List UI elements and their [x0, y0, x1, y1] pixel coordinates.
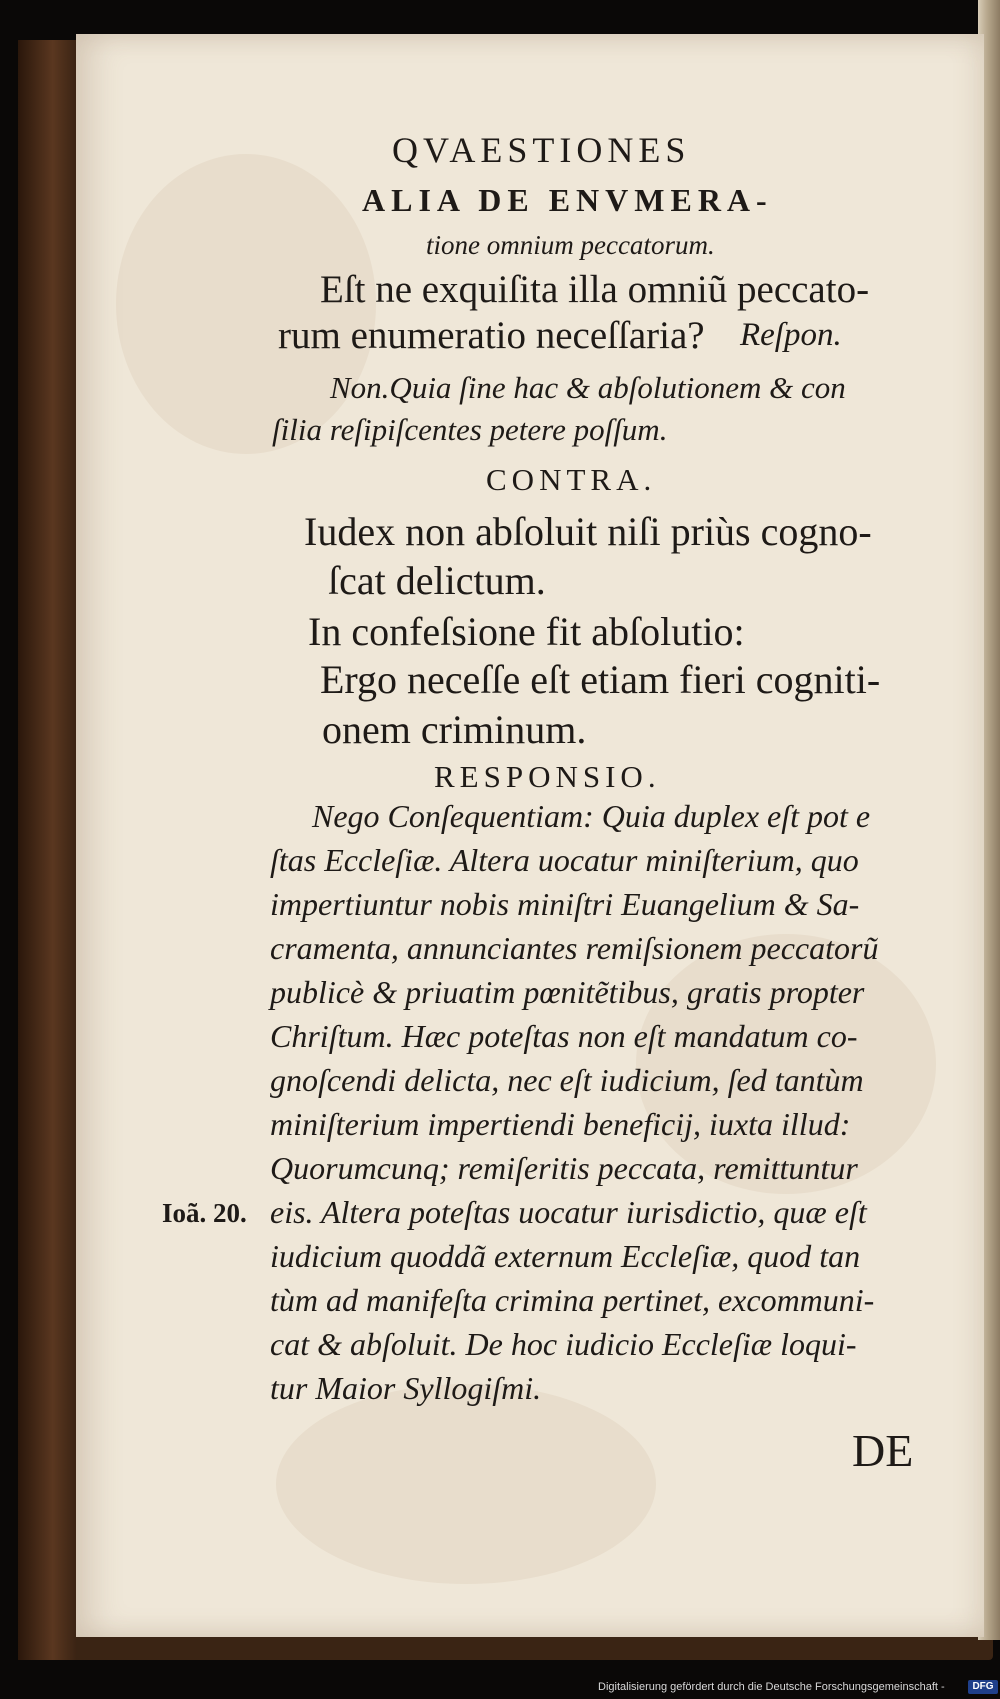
section-title-line-1: ALIA DE ENVMERA- — [362, 182, 773, 218]
responsio-line: miniſterium impertiendi beneficij, iuxta illud: — [270, 1106, 851, 1142]
section-title-line-2: tione omnium peccatorum. — [426, 230, 715, 260]
responsio-line: tùm ad manifeſta crimina pertinet, excommuni- — [270, 1282, 875, 1318]
contra-heading: CONTRA. — [486, 462, 657, 497]
responsio-line: ſtas Eccleſiæ. Altera uocatur miniſterium, quo — [270, 842, 859, 878]
responsio-line: Quorumcunq; remiſeritis peccata, remittuntur — [270, 1150, 858, 1186]
question-line-1: Eſt ne exquiſita illa omniũ peccato- — [320, 268, 870, 311]
digitization-credit: Digitalisierung gefördert durch die Deutsche Forschungsgemeinschaft - — [598, 1681, 945, 1693]
margin-note: Ioã. 20. — [162, 1198, 247, 1228]
contra-line-2: ſcat delictum. — [328, 558, 546, 603]
paper-stain — [276, 1384, 656, 1584]
responsio-line: cramenta, annunciantes remiſsionem peccatorũ — [270, 930, 879, 966]
catchword: DE — [852, 1425, 914, 1476]
book-page — [76, 34, 984, 1637]
dfg-logo: DFG — [968, 1680, 998, 1694]
answer-line-2: ſilia reſipiſcentes petere poſſum. — [272, 412, 668, 447]
responsio-line: Nego Conſequentiam: Quia duplex eſt pot e — [312, 798, 871, 834]
responsio-line: publicè & priuatim pœnitẽtibus, gratis propter — [270, 974, 865, 1010]
contra-line-3: In confeſsione fit abſolutio: — [308, 609, 745, 654]
responsio-line: Chriſtum. Hæc poteſtas non eſt mandatum co- — [270, 1018, 858, 1054]
question-line-2: rum enumeratio neceſſaria? — [278, 314, 705, 357]
contra-line-5: onem criminum. — [322, 707, 587, 752]
contra-line-1: Iudex non abſoluit niſi priùs cogno- — [304, 509, 872, 554]
responsio-line: tur Maior Syllogiſmi. — [270, 1370, 542, 1406]
book-spine-binding — [18, 40, 76, 1660]
respon-label: Reſpon. — [740, 317, 842, 353]
responsio-line: impertiuntur nobis miniſtri Euangelium & Sa- — [270, 886, 860, 922]
responsio-heading: RESPONSIO. — [434, 759, 661, 794]
responsio-line: cat & abſoluit. De hoc iudicio Eccleſiæ loqui- — [270, 1326, 857, 1362]
responsio-line: gnoſcendi delicta, nec eſt iudicium, ſed tantùm — [270, 1062, 864, 1098]
contra-line-4: Ergo neceſſe eſt etiam fieri cogniti- — [320, 657, 881, 702]
answer-line-1: Non.Quia ſine hac & abſolutionem & con — [330, 370, 846, 405]
responsio-line: iudicium quoddã externum Eccleſiæ, quod tan — [270, 1238, 861, 1274]
running-title: QVAESTIONES — [392, 130, 691, 170]
responsio-line: eis. Altera poteſtas uocatur iurisdictio, quæ eſt — [270, 1194, 867, 1230]
